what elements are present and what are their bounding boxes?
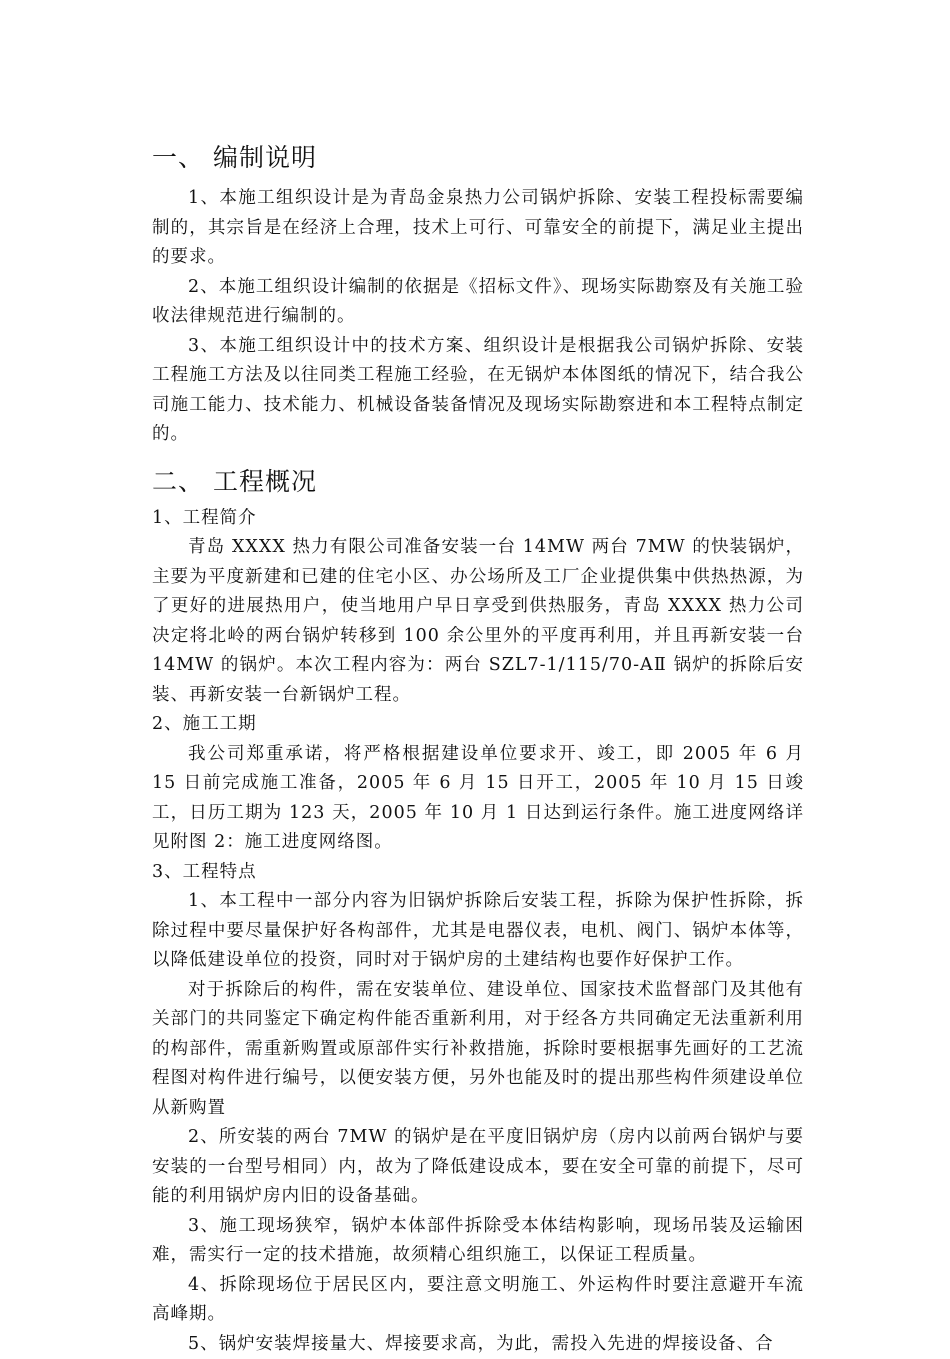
paragraph: 青岛 XXXX 热力有限公司准备安装一台 14MW 两台 7MW 的快装锅炉，主要为平度新建和已建的住宅小区、办公场所及工厂企业提供集中供热热源，为了更好的进展热用户，使当地用户早日享受到供热服务，青岛 XXXX 热力公司决定将北岭的两台锅炉转移到 100 余公里外的平度再利用，并且再新安装一台 14MW 的锅炉。本次工程内容为：两台 SZL7-1/115/70-AⅡ 锅炉的拆除后安装、再新安装一台新锅炉工程。: [152, 533, 804, 710]
section-title-compilation-notes: 一、 编制说明: [152, 140, 804, 176]
paragraph: 1、本施工组织设计是为青岛金泉热力公司锅炉拆除、安装工程投标需要编制的，其宗旨是在经济上合理，技术上可行、可靠安全的前提下，满足业主提出的要求。: [152, 184, 804, 273]
paragraph: 对于拆除后的构件，需在安装单位、建设单位、国家技术监督部门及其他有关部门的共同鉴定下确定构件能否重新利用，对于经各方共同确定无法重新利用的构部件，需重新购置或原部件实行补救措施，拆除时要根据事先画好的工艺流程图对构件进行编号，以便安装方便，另外也能及时的提出那些构件须建设单位从新购置: [152, 976, 804, 1124]
paragraph: 3、施工现场狭窄，锅炉本体部件拆除受本体结构影响，现场吊装及运输困难，需实行一定的技术措施，故须精心组织施工，以保证工程质量。: [152, 1212, 804, 1271]
subheading-construction-period: 2、施工工期: [152, 710, 804, 740]
document-body: [152, 140, 804, 1359]
paragraph: 4、拆除现场位于居民区内，要注意文明施工、外运构件时要注意避开车流高峰期。: [152, 1271, 804, 1330]
paragraph: 1、本工程中一部分内容为旧锅炉拆除后安装工程，拆除为保护性拆除，拆除过程中要尽量保护好各构部件，尤其是电器仪表，电机、阀门、锅炉本体等，以降低建设单位的投资，同时对于锅炉房的土建结构也要作好保护工作。: [152, 887, 804, 976]
paragraph: 2、本施工组织设计编制的依据是《招标文件》、现场实际勘察及有关施工验收法律规范进行编制的。: [152, 273, 804, 332]
subheading-project-intro: 1、工程简介: [152, 504, 804, 534]
section-title-project-overview: 二、 工程概况: [152, 464, 804, 500]
paragraph: 5、锅炉安装焊接量大、焊接要求高，为此，需投入先进的焊接设备、合: [152, 1330, 804, 1359]
paragraph: 我公司郑重承诺，将严格根据建设单位要求开、竣工，即 2005 年 6 月 15 日前完成施工准备，2005 年 6 月 15 日开工，2005 年 10 月 15 日竣工，日历工期为 123 天，2005 年 10 月 1 日达到运行条件。施工进度网络详见附图 2：施工进度网络图。: [152, 740, 804, 858]
subheading-project-features: 3、工程特点: [152, 858, 804, 888]
paragraph: 3、本施工组织设计中的技术方案、组织设计是根据我公司锅炉拆除、安装工程施工方法及以往同类工程施工经验，在无锅炉本体图纸的情况下，结合我公司施工能力、技术能力、机械设备装备情况及现场实际勘察进和本工程特点制定的。: [152, 332, 804, 450]
paragraph: 2、所安装的两台 7MW 的锅炉是在平度旧锅炉房（房内以前两台锅炉与要安装的一台型号相同）内，故为了降低建设成本，要在安全可靠的前提下，尽可能的利用锅炉房内旧的设备基础。: [152, 1123, 804, 1212]
